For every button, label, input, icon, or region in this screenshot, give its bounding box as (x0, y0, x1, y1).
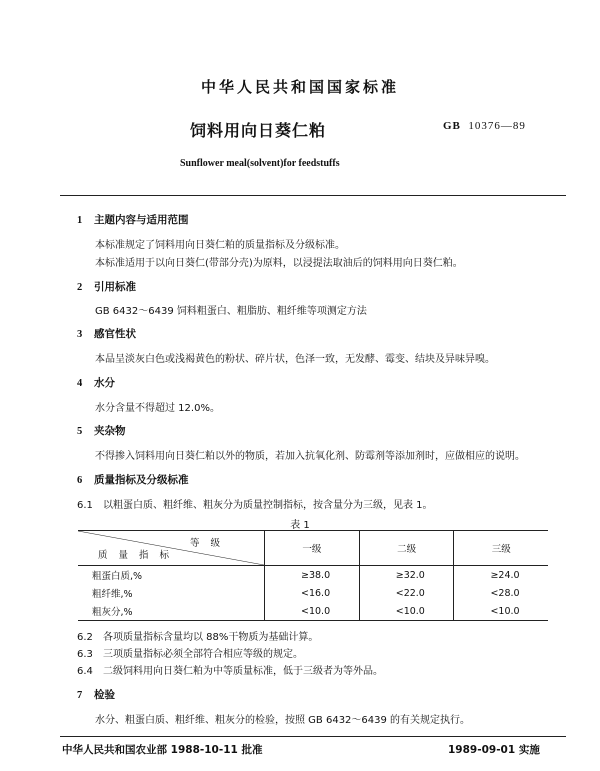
standard-title: 饲料用向日葵仁粕 (190, 121, 327, 140)
section-number: 4 (77, 378, 83, 389)
table-1-caption: 表 1 (290, 520, 310, 531)
standard-code-prefix: GB (443, 120, 461, 132)
section-number: 7 (77, 690, 83, 701)
section-1-paragraph-1: 本标准规定了饲料用向日葵仁粕的质量指标及分级标准。 (95, 240, 345, 251)
table-row (78, 584, 548, 602)
clause-number: 6.3 (77, 649, 93, 660)
section-2-paragraph-1: GB 6432～6439 饲料粗蛋白、粗脂肪、粗纤维等项测定方法 (95, 306, 367, 317)
clause-6-2 (77, 628, 318, 643)
section-1-paragraph-2: 本标准适用于以向日葵仁(带部分壳)为原料，以浸提法取油后的饲料用向日葵仁粕。 (95, 258, 463, 269)
national-standard-header: 中华人民共和国国家标准 (200, 78, 399, 96)
section-number: 5 (77, 426, 83, 437)
table-cell: ≥24.0 (454, 566, 548, 585)
section-title: 检验 (94, 689, 115, 701)
row-label: 粗蛋白质,% (92, 571, 143, 582)
clause-6-4 (77, 662, 383, 677)
row-label: 粗灰分,% (78, 602, 265, 621)
standard-code (443, 120, 526, 132)
table-cell: <10.0 (454, 602, 548, 621)
clause-text: 各项质量指标含量均以 88%干物质为基础计算。 (103, 632, 319, 643)
header-divider (60, 195, 566, 196)
row-label: 粗纤维,% (92, 589, 133, 600)
column-header-grade-2: 二级 (359, 531, 454, 566)
approval-note: 中华人民共和国农业部 1988-10-11 批准 (62, 744, 263, 756)
clause-6-3 (77, 645, 303, 660)
section-number: 1 (77, 215, 83, 226)
table-cell: <28.0 (454, 584, 548, 602)
index-header-label: 质 量 指 标 (98, 550, 174, 561)
section-title: 夹杂物 (94, 425, 126, 437)
column-header-grade-3: 三级 (454, 531, 548, 566)
clause-number: 6.4 (77, 666, 93, 677)
section-title: 主题内容与适用范围 (94, 214, 189, 226)
clause-number: 6.1 (77, 500, 93, 511)
table-cell: <16.0 (265, 584, 360, 602)
column-header-grade-1: 一级 (265, 531, 360, 566)
section-3-paragraph-1: 本品呈淡灰白色或浅褐黄色的粉状、碎片状，色泽一致，无发酵、霉变、结块及异味异嗅。 (95, 354, 495, 365)
section-7-heading (77, 687, 115, 702)
table-corner-cell (78, 531, 265, 566)
section-number: 6 (77, 475, 83, 486)
section-4-heading (77, 375, 115, 390)
section-6-heading (77, 472, 189, 487)
grade-header-label: 等 级 (189, 538, 224, 549)
clause-text: 二级饲料用向日葵仁粕为中等质量标准，低于三级者为等外品。 (103, 666, 383, 677)
section-title: 引用标准 (94, 281, 136, 293)
table-row (78, 602, 548, 621)
section-3-heading (77, 326, 136, 341)
clause-6-1 (77, 496, 433, 511)
table-row (78, 566, 548, 585)
section-number: 3 (77, 329, 83, 340)
section-2-heading (77, 279, 136, 294)
table-cell: <22.0 (359, 584, 454, 602)
standard-title-english: Sunflower meal(solvent)for feedstuffs (180, 158, 340, 169)
section-5-heading (77, 423, 126, 438)
section-5-paragraph-1: 不得掺入饲料用向日葵仁粕以外的物质，若加入抗氧化剂、防霉剂等添加剂时，应做相应的说明。 (95, 451, 525, 462)
section-4-paragraph-1: 水分含量不得超过 12.0%。 (95, 403, 220, 414)
section-1-heading (77, 212, 189, 227)
standard-code-number: 10376—89 (468, 120, 526, 132)
clause-text: 以粗蛋白质、粗纤维、粗灰分为质量控制指标，按含量分为三级，见表 1。 (103, 500, 433, 511)
footer-divider (60, 736, 566, 737)
section-title: 水分 (94, 377, 115, 389)
table-header-row (78, 531, 548, 566)
table-cell: ≥32.0 (359, 566, 454, 585)
diagonal-header (78, 531, 264, 565)
section-7-paragraph-1: 水分、粗蛋白质、粗纤维、粗灰分的检验，按照 GB 6432～6439 的有关规定执行。 (95, 715, 471, 726)
clause-number: 6.2 (77, 632, 93, 643)
section-title: 质量指标及分级标准 (94, 474, 189, 486)
table-cell: <10.0 (359, 602, 454, 621)
effective-date: 1989-09-01 实施 (448, 744, 540, 756)
table-cell: ≥38.0 (265, 566, 360, 585)
section-title: 感官性状 (94, 328, 136, 340)
quality-index-table (78, 530, 548, 621)
table-cell: <10.0 (265, 602, 360, 621)
clause-text: 三项质量指标必须全部符合相应等级的规定。 (103, 649, 303, 660)
section-number: 2 (77, 282, 83, 293)
